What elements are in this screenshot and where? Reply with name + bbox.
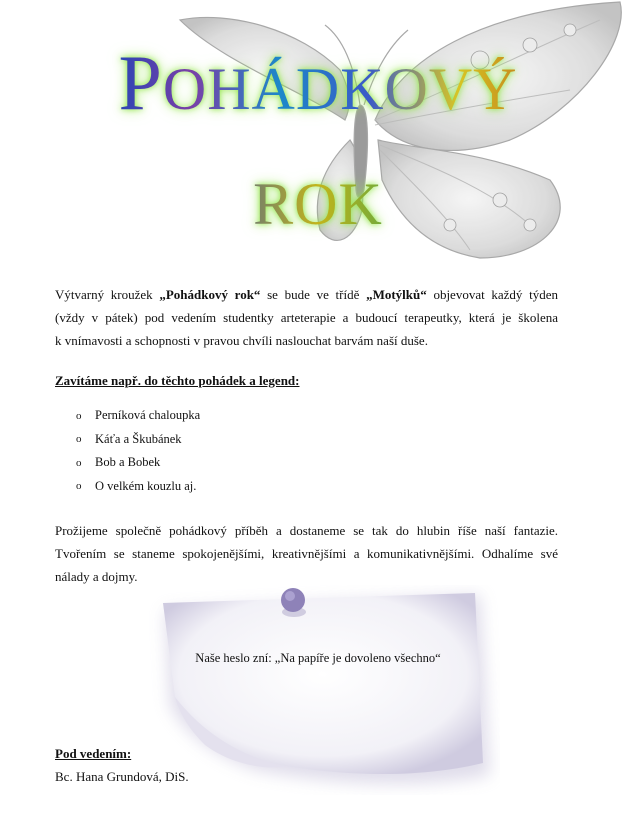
- intro-line-1: Výtvarný kroužek „Pohádkový rok“ se bude ve třídě „Motýlků“ objevovat každý týden: [55, 287, 558, 302]
- bullet-icon: o: [76, 409, 82, 422]
- title-initial: P: [118, 39, 163, 126]
- intro-paragraph: [55, 283, 558, 352]
- document-title-line1: [0, 39, 636, 126]
- bullet-icon: o: [76, 433, 82, 446]
- description-line-1: Prožijeme společně pohádkový příběh a dostaneme se tak do hlubin říše naší fantazie.: [55, 523, 558, 538]
- push-pin-icon: [276, 585, 310, 619]
- signature-label: Pod vedením:: [55, 746, 132, 761]
- list-item: o Perníková chaloupka: [76, 408, 201, 423]
- title-rest: OHÁDKOVÝ: [162, 56, 518, 122]
- list-item: o Káťa a Škubánek: [76, 431, 182, 446]
- description-line-3: nálady a dojmy.: [55, 569, 138, 584]
- bullet-icon: o: [76, 456, 82, 469]
- signature-name: Bc. Hana Grundová, DiS.: [55, 769, 189, 784]
- list-item: o O velkém kouzlu aj.: [76, 478, 197, 493]
- fairytale-list: [76, 404, 200, 498]
- sticky-note-paper: [145, 585, 500, 795]
- intro-line-2: (vždy v pátek) pod vedením studentky arteterapie a budoucí terapeutky, která je školena: [55, 310, 558, 325]
- fairytales-heading: Zavítáme např. do těchto pohádek a legend:: [55, 373, 300, 388]
- document-title-line2: ROK: [0, 174, 636, 234]
- description-line-2: Tvořením se staneme spokojenějšími, kreativnějšími a komunikativnějšími. Odhalíme své: [55, 546, 558, 561]
- motto-text: Naše heslo zní: „Na papíře je dovoleno všechno“: [195, 651, 441, 665]
- bullet-icon: o: [76, 480, 82, 493]
- intro-line-3: k vnímavosti a schopnosti v pravou chvíli naslouchat barvám naší duše.: [55, 333, 428, 348]
- description-paragraph: [55, 519, 558, 588]
- list-item: o Bob a Bobek: [76, 455, 161, 470]
